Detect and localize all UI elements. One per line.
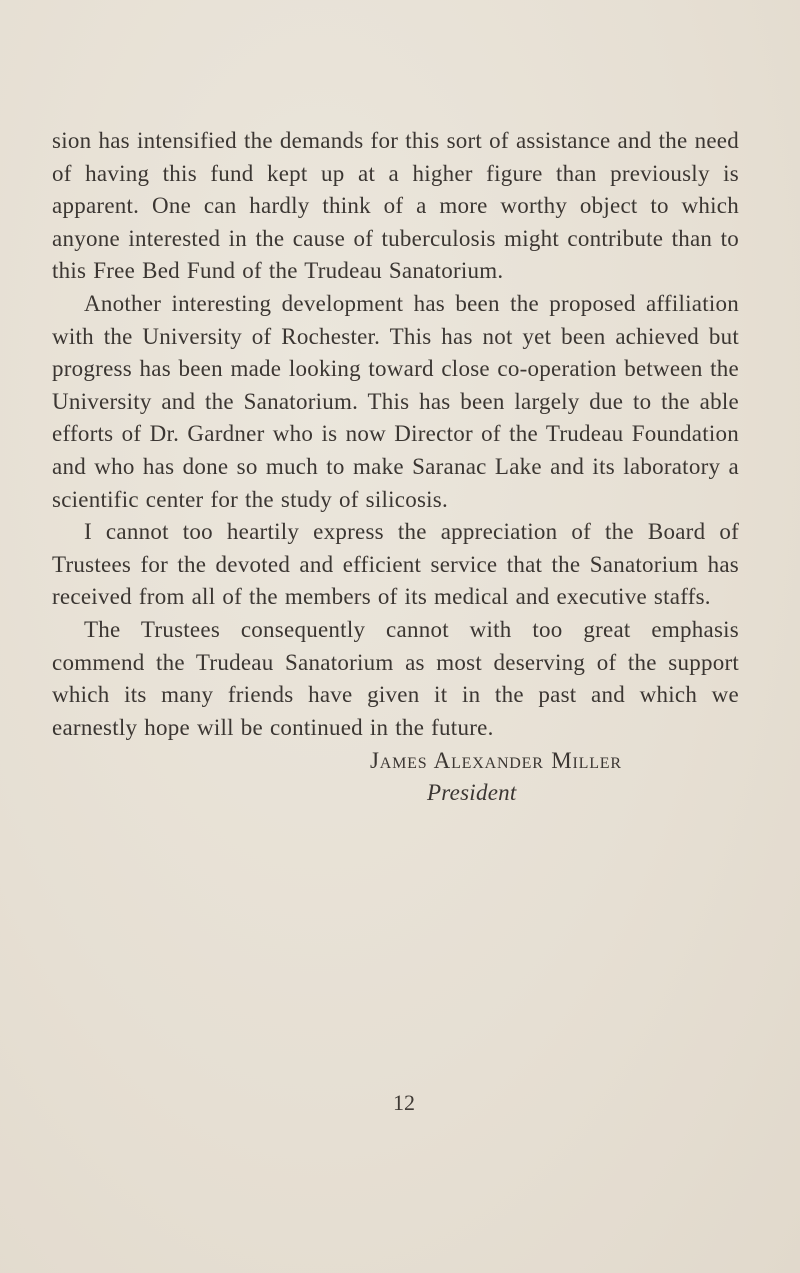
page-number: 12 <box>393 1090 415 1115</box>
paragraph-continuation: sion has intensified the demands for this sort of assistance and the need of having this fund kept up at a higher figure than previously is apparent. One can hardly think of a more worthy object to which anyone interested in the cause of tuberculosis might contribute than to this Free Bed Fund of the Trudeau Sanatorium. <box>52 128 739 284</box>
paragraph-appreciation: I cannot too heartily express the appreciation of the Board of Trustees for the devoted and efficient service that the Sanatorium has received from all of the members of its medical and executive staffs. <box>52 519 739 610</box>
paragraph-affiliation: Another interesting development has been the proposed affiliation with the University of Rochester. This has not yet been achieved but progress has been made looking toward close co-operation between the University and the Sanatorium. This has been largely due to the able efforts of Dr. Gardner who is now Director of the Trudeau Foundation and who has done so much to make Saranac Lake and its laboratory a scientific center for the study of silicosis. <box>52 290 739 512</box>
signature-title: President <box>427 780 517 806</box>
body-text <box>52 125 739 808</box>
paragraph-commendation: The Trustees consequently cannot with too great emphasis commend the Trudeau Sanatorium as most deserving of the support which its many friends have given it in the past and which we earnestly hope will be continued in the future. <box>52 616 739 740</box>
signature-name: James Alexander Miller <box>370 748 622 774</box>
